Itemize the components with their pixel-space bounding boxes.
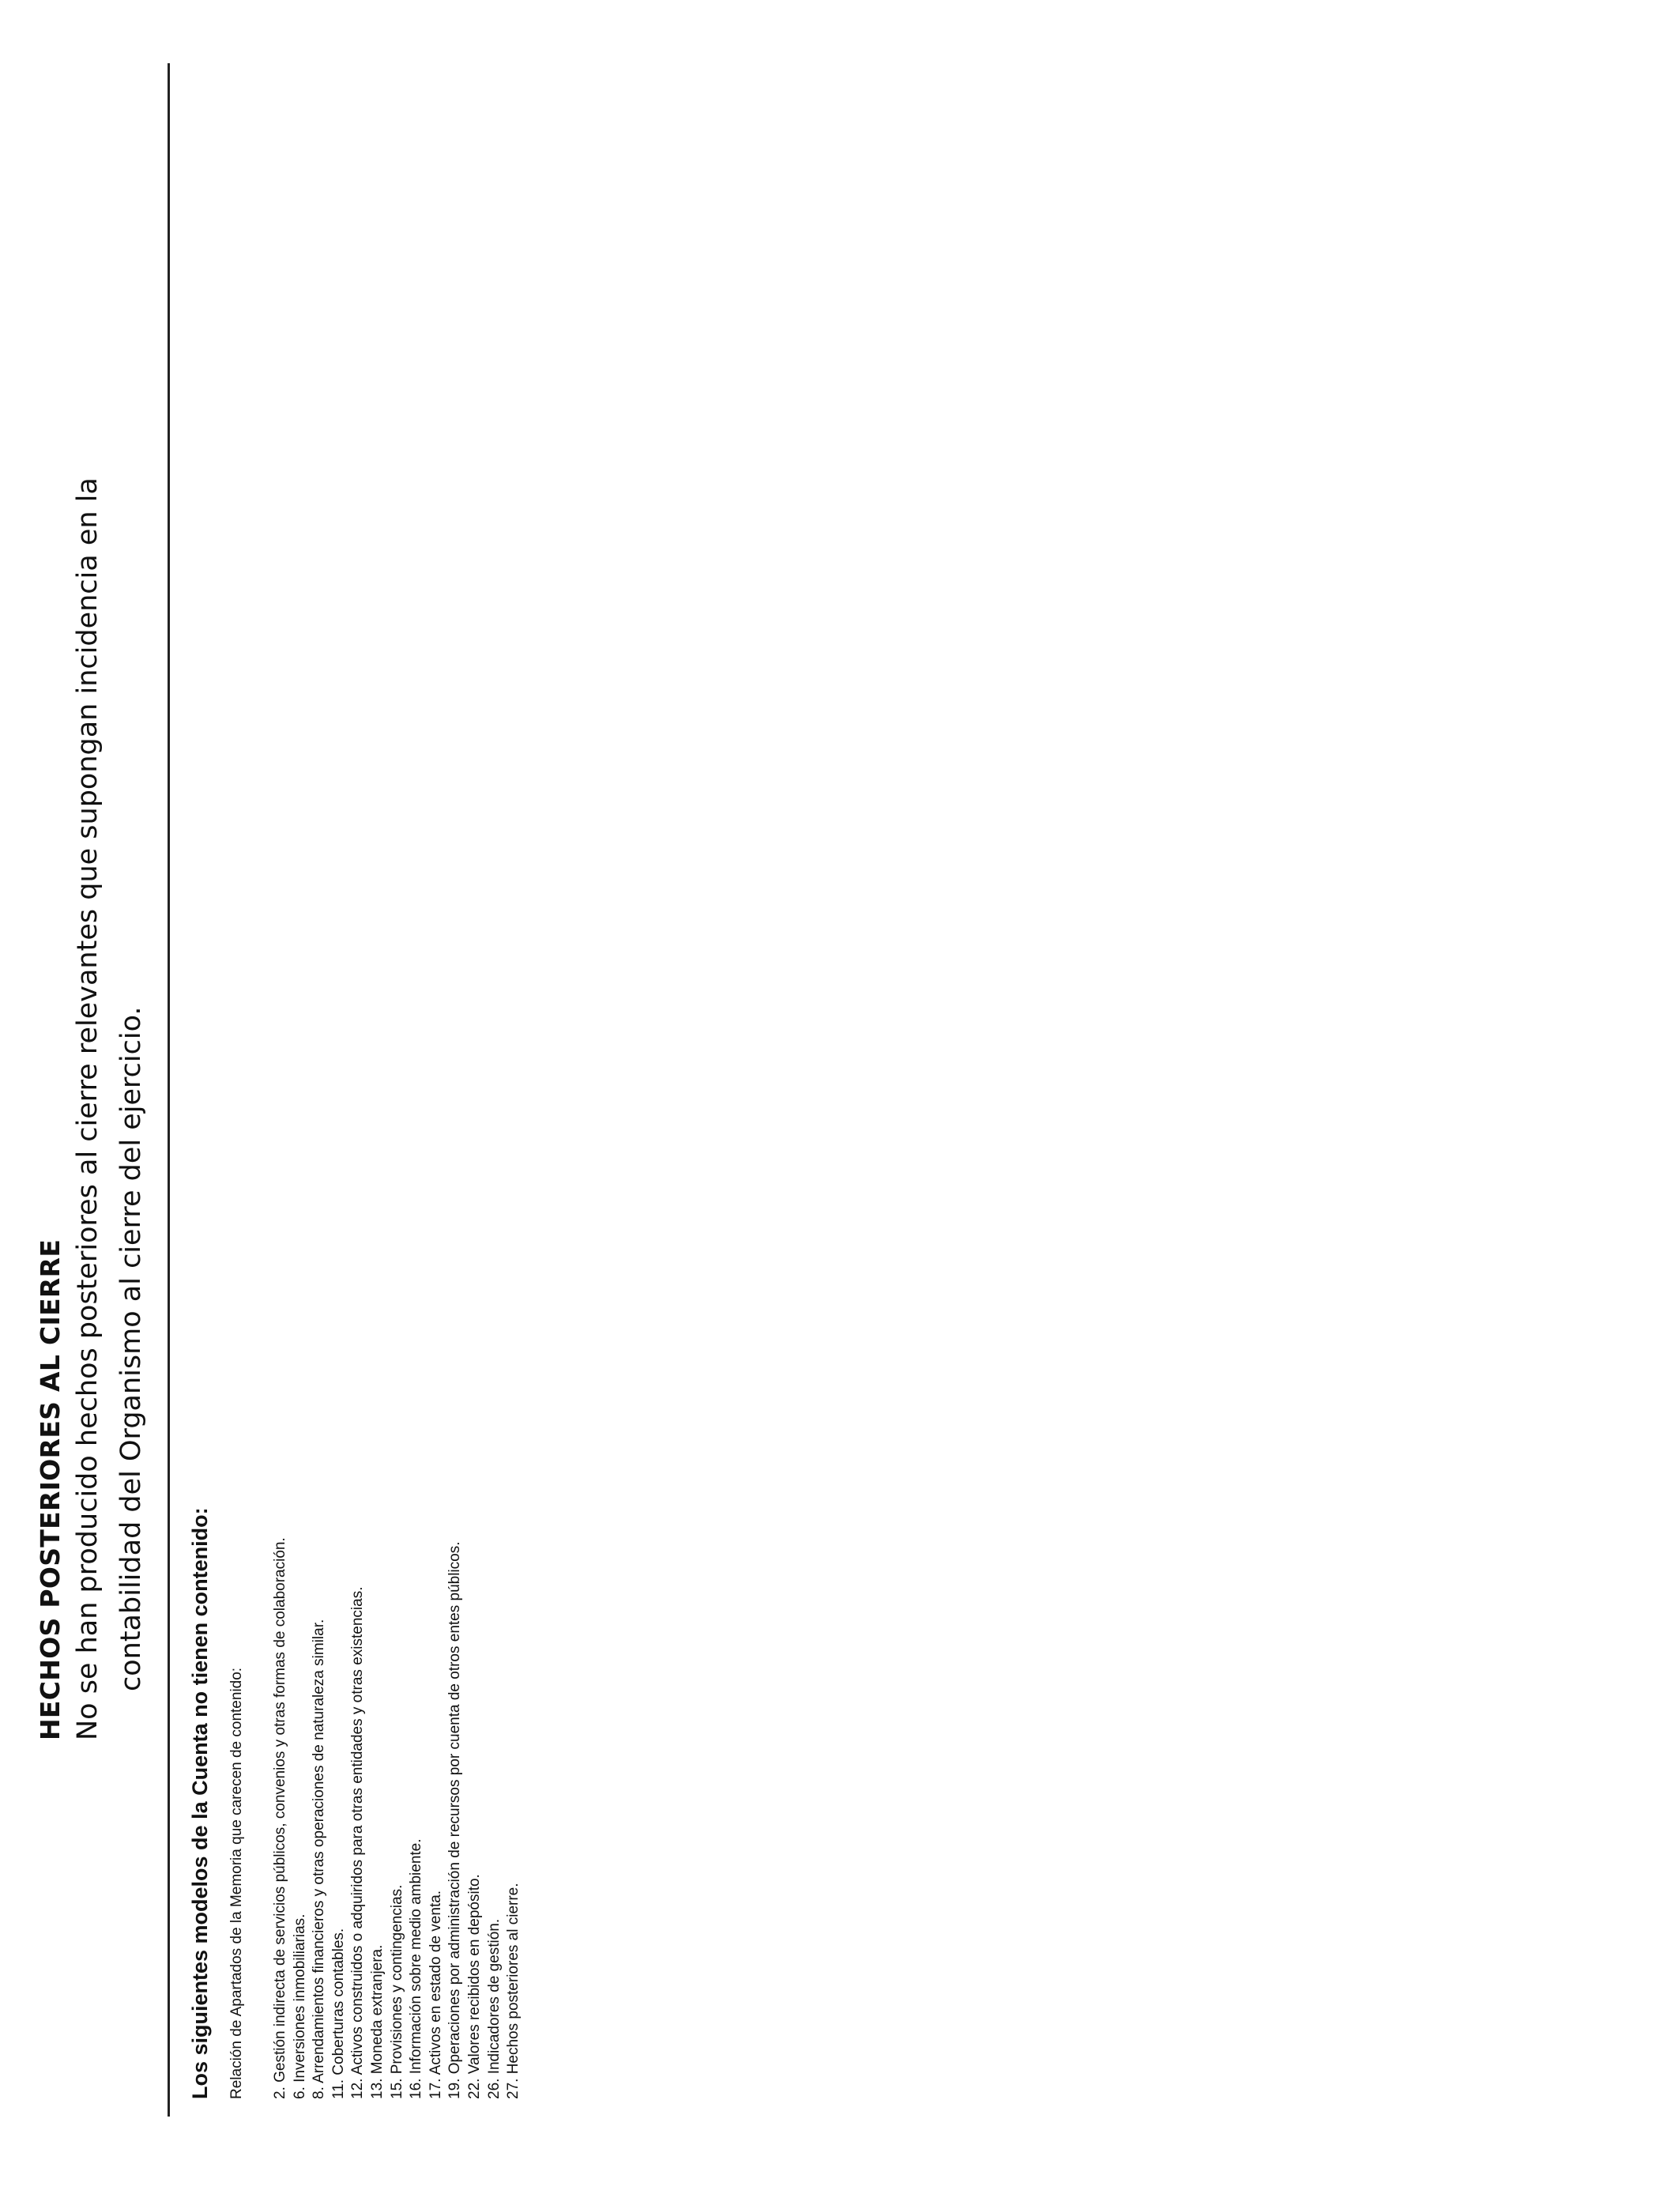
- list-item: 8. Arrendamientos financieros y otras operaciones de naturaleza similar.: [311, 1619, 328, 2099]
- list-item: 6. Inversiones inmobiliarias.: [291, 1913, 308, 2099]
- empty-sections-list: [271, 76, 524, 2099]
- list-item: 22. Valores recibidos en depósito.: [465, 1874, 483, 2099]
- list-item: 19. Operaciones por administración de recursos por cuenta de otros entes públicos.: [446, 1541, 464, 2099]
- list-item: 26. Indicadores de gestión.: [485, 1918, 503, 2099]
- list-item: 12. Activos construidos o adquiridos para otras entidades y otras existencias.: [349, 1586, 367, 2099]
- list-item: 16. Información sobre medio ambiente.: [408, 1838, 425, 2099]
- divider-rule: [168, 63, 170, 2117]
- list-item: 13. Moneda extranjera.: [368, 1944, 386, 2099]
- section-title: HECHOS POSTERIORES AL CIERRE: [35, 1238, 66, 1740]
- notice-heading: Los siguientes modelos de la Cuenta no tienen contenido:: [188, 1507, 212, 2099]
- body-paragraph-line-1: No se han producido hechos posteriores al cierre relevantes que supongan incidencia en la: [72, 477, 104, 1740]
- body-paragraph-line-2: contabilidad del Organismo al cierre del ejercicio.: [115, 1006, 147, 1691]
- list-item: 15. Provisiones y contingencias.: [388, 1884, 405, 2099]
- body-paragraph: [66, 477, 153, 1740]
- list-item: 17. Activos en estado de venta.: [427, 1890, 444, 2099]
- list-item: 2. Gestión indirecta de servicios públicos, convenios y otras formas de colaboración.: [272, 1537, 288, 2099]
- empty-models-notice: [168, 76, 524, 2099]
- notice-subheading: Relación de Apartados de la Memoria que carecen de contenido:: [228, 1667, 245, 2099]
- list-item: 27. Hechos posteriores al cierre.: [505, 1883, 522, 2099]
- list-item: 11. Coberturas contables.: [330, 1928, 347, 2099]
